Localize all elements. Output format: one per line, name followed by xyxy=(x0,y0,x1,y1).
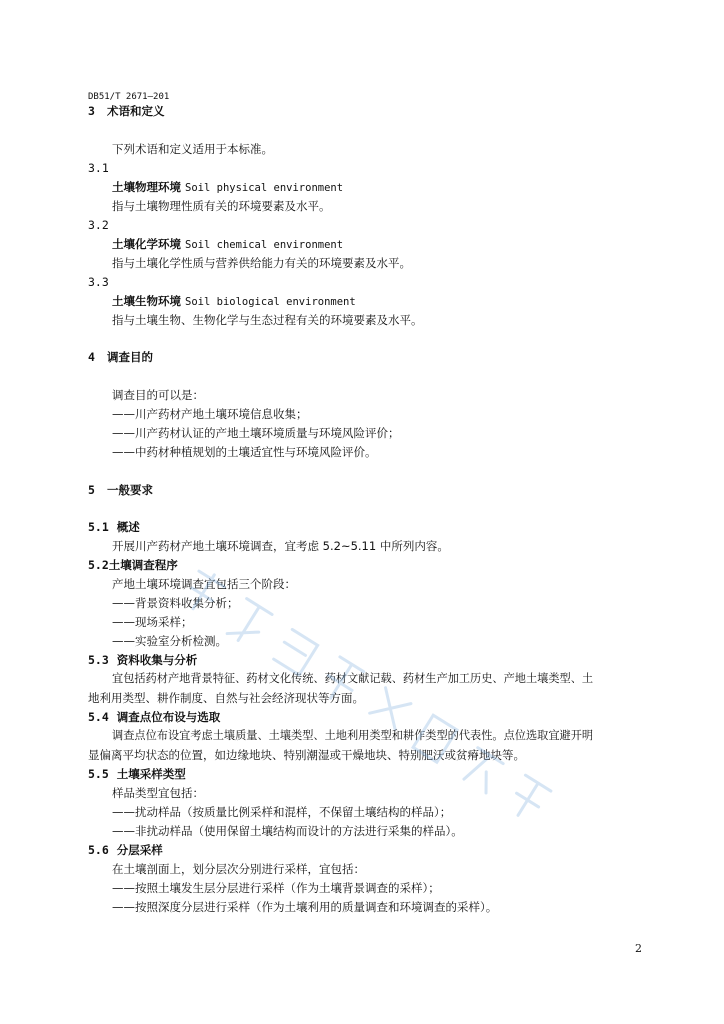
section-4-intro: 调查目的可以是： xyxy=(112,388,204,402)
clause-3-1-definition: 指与土壤物理性质有关的环境要素及水平。 xyxy=(112,199,331,213)
clause-title: 土壤调查程序 xyxy=(108,558,178,572)
term-en: Soil physical environment xyxy=(185,182,344,194)
clause-5-4-heading xyxy=(88,710,220,724)
clause-title: 分层采样 xyxy=(116,843,163,857)
clause-5-5-heading xyxy=(88,767,186,781)
clause-title: 土壤采样类型 xyxy=(116,767,186,781)
list-item: ——按照深度分层进行采样（作为土壤利用的质量调查和环境调查的采样）。 xyxy=(112,900,498,914)
clause-3-1-number: 3.1 xyxy=(88,161,109,175)
section-4-heading xyxy=(88,350,153,364)
clause-5-4-line-2: 显偏离平均状态的位置，如边缘地块、特别潮湿或干燥地块、特别肥沃或贫瘠地块等。 xyxy=(88,748,525,762)
section-3-intro: 下列术语和定义适用于本标准。 xyxy=(112,142,273,156)
clause-number: 5.4 xyxy=(88,710,109,724)
clause-3-2-definition: 指与土壤化学性质与营养供给能力有关的环境要素及水平。 xyxy=(112,256,411,270)
list-item: ——实验室分析检测。 xyxy=(112,634,227,648)
section-3-heading xyxy=(88,104,164,118)
clause-number: 5.3 xyxy=(88,653,109,667)
section-5-heading xyxy=(88,483,153,497)
clause-5-3-line-2: 地利用类型、耕作制度、自然与社会经济现状等方面。 xyxy=(88,691,364,705)
clause-5-3-heading xyxy=(88,653,197,667)
term-cn: 土壤化学环境 xyxy=(112,237,181,251)
clause-3-2-number: 3.2 xyxy=(88,218,109,232)
clause-5-1-text: 开展川产药材产地土壤环境调查，宜考虑 5.2~5.11 中所列内容。 xyxy=(112,539,449,553)
clause-5-1-heading xyxy=(88,520,140,534)
clause-number: 5.6 xyxy=(88,843,109,857)
section-5-title: 一般要求 xyxy=(106,483,153,497)
list-item: ——按照土壤发生层分层进行采样（作为土壤背景调查的采样）； xyxy=(112,881,440,895)
list-item: ——背景资料收集分析； xyxy=(112,596,239,610)
term-en: Soil biological environment xyxy=(185,296,356,308)
standard-code: DB51/T 2671—201 xyxy=(88,92,170,102)
list-item: ——扰动样品（按质量比例采样和混样，不保留土壤结构的样品）； xyxy=(112,805,452,819)
section-3-number: 3 xyxy=(88,104,95,118)
clause-3-3-term xyxy=(112,294,356,309)
section-4-number: 4 xyxy=(88,350,95,364)
clause-5-2-intro: 产地土壤环境调查宜包括三个阶段： xyxy=(112,577,296,591)
clause-title: 调查点位布设与选取 xyxy=(116,710,221,724)
clause-title: 概述 xyxy=(116,520,140,534)
term-cn: 土壤物理环境 xyxy=(112,180,181,194)
clause-5-3-line-1: 宜包括药材产地背景特征、药材文化传统、药材文献记载、药材生产加工历史、产地土壤类型、土 xyxy=(112,672,594,685)
clause-5-6-heading xyxy=(88,843,163,857)
clause-5-6-intro: 在土壤剖面上，划分层次分别进行采样，宜包括： xyxy=(112,862,365,876)
list-item: ——川产药材产地土壤环境信息收集； xyxy=(112,407,308,421)
term-cn: 土壤生物环境 xyxy=(112,294,181,308)
clause-5-2-heading xyxy=(88,558,178,572)
clause-number: 5.1 xyxy=(88,520,109,534)
list-item: ——非扰动样品（使用保留土壤结构而设计的方法进行采集的样品）。 xyxy=(112,824,463,838)
list-item: ——现场采样； xyxy=(112,615,193,629)
clause-5-5-intro: 样品类型宜包括： xyxy=(112,786,204,800)
list-item: ——中药材种植规划的土壤适宜性与环境风险评价。 xyxy=(112,445,377,459)
clause-3-3-number: 3.3 xyxy=(88,275,109,289)
section-4-title: 调查目的 xyxy=(106,350,153,364)
clause-number: 5.5 xyxy=(88,767,109,781)
clause-number: 5.2 xyxy=(88,558,109,572)
clause-3-3-definition: 指与土壤生物、生物化学与生态过程有关的环境要素及水平。 xyxy=(112,313,423,327)
list-item: ——川产药材认证的产地土壤环境质量与环境风险评价； xyxy=(112,426,400,440)
page-number: 2 xyxy=(635,942,642,955)
section-5-number: 5 xyxy=(88,483,95,497)
clause-3-1-term xyxy=(112,180,343,195)
clause-title: 资料收集与分析 xyxy=(116,653,198,667)
clause-3-2-term xyxy=(112,237,343,252)
term-en: Soil chemical environment xyxy=(185,239,344,251)
section-3-title: 术语和定义 xyxy=(106,104,165,118)
clause-5-4-line-1: 调查点位布设宜考虑土壤质量、土壤类型、土地利用类型和耕作类型的代表性。点位选取宜避开明 xyxy=(112,729,594,742)
